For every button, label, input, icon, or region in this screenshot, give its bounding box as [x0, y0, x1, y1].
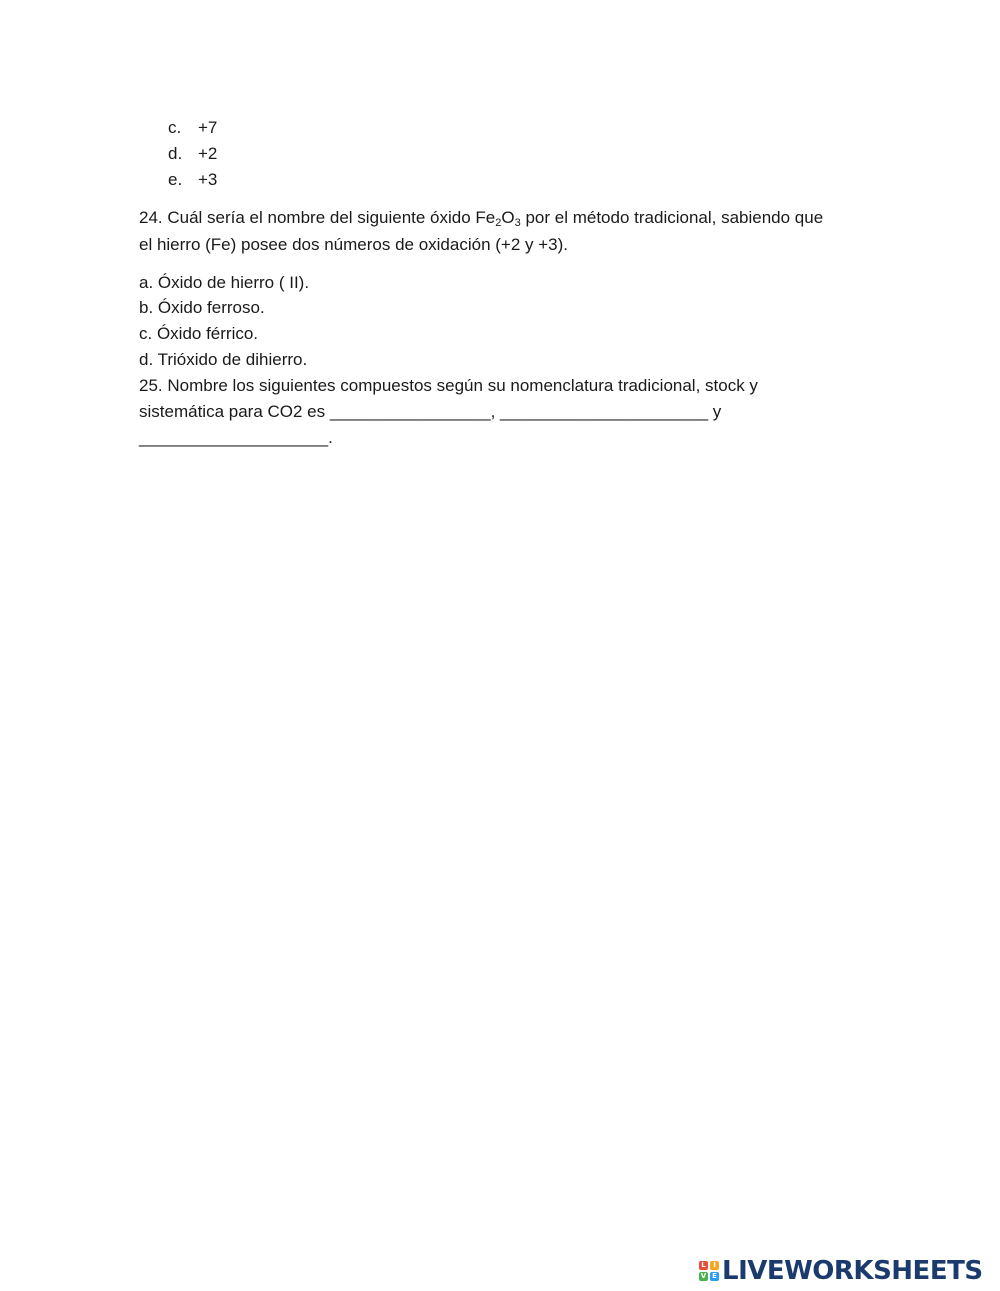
q24-text-a: 24. Cuál sería el nombre del siguiente óxido Fe — [139, 208, 496, 227]
option-c-prev — [168, 117, 217, 139]
period: . — [328, 428, 333, 447]
option-letter: c. — [168, 118, 182, 137]
option-text: +2 — [198, 144, 218, 163]
q24-option-c: c. Óxido férrico. — [139, 324, 259, 343]
q24-option-b: b. Óxido ferroso. — [139, 298, 265, 317]
question-24-line2: el hierro (Fe) posee dos números de oxidación (+2 y +3). — [139, 235, 569, 254]
separator: y — [708, 402, 722, 421]
q25-text: sistemática para CO2 es — [139, 402, 330, 421]
logo-text: LIVEWORKSHEETS — [722, 1256, 983, 1286]
answer-blank-2[interactable]: ______________________ — [500, 402, 709, 421]
option-e-prev — [168, 169, 217, 191]
subscript: 3 — [514, 217, 521, 229]
question-25-line3 — [139, 427, 333, 449]
badge-letter: I — [710, 1261, 719, 1270]
q24-option-d: d. Trióxido de dihierro. — [139, 350, 308, 369]
badge-letter: E — [710, 1272, 719, 1281]
question-25-line2 — [139, 401, 721, 423]
liveworksheets-logo — [699, 1256, 983, 1286]
live-badge-icon — [699, 1261, 719, 1281]
option-letter: e. — [168, 170, 183, 189]
answer-blank-3[interactable]: ____________________ — [139, 428, 329, 447]
answer-blank-1[interactable]: _________________ — [329, 402, 491, 421]
option-text: +7 — [198, 118, 218, 137]
separator: , — [490, 402, 501, 421]
question-24-line1 — [139, 207, 823, 229]
q24-text-c: por el método tradicional, sabiendo que — [520, 208, 824, 227]
q24-option-a: a. Óxido de hierro ( II). — [139, 273, 310, 292]
subscript: 2 — [495, 217, 502, 229]
option-letter: d. — [168, 144, 183, 163]
option-text: +3 — [198, 170, 218, 189]
badge-letter: L — [699, 1261, 708, 1270]
option-d-prev — [168, 143, 217, 165]
q24-text-b: O — [501, 208, 515, 227]
badge-letter: V — [700, 1272, 707, 1280]
question-25-line1: 25. Nombre los siguientes compuestos según su nomenclatura tradicional, stock y — [139, 376, 758, 395]
